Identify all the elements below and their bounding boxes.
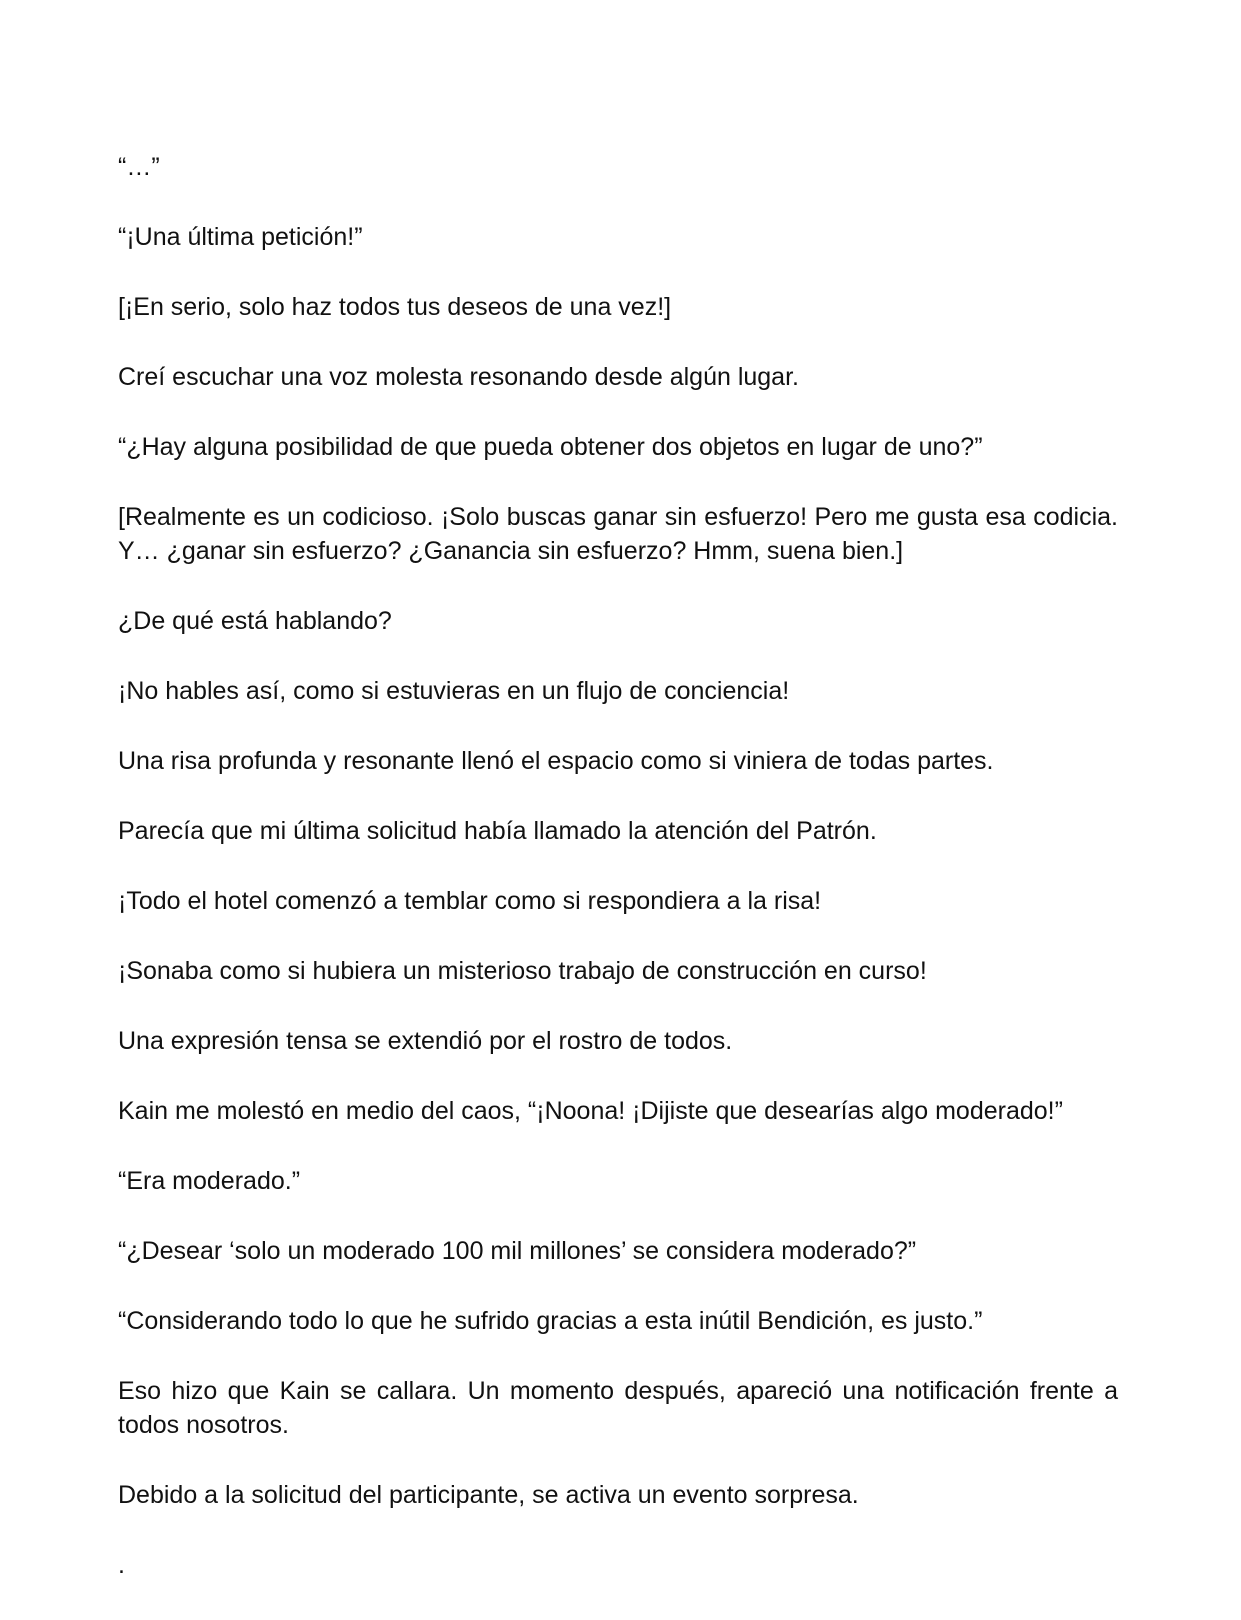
paragraph: “Era moderado.” xyxy=(118,1167,301,1195)
paragraph: “¿Desear ‘solo un moderado 100 mil millones’ se considera moderado?” xyxy=(118,1237,917,1265)
paragraph: “…” xyxy=(118,153,160,181)
paragraph: Eso hizo que Kain se callara. Un momento después, apareció una notificación frente a todos nosotros. xyxy=(118,1377,1118,1439)
paragraph: [¡En serio, solo haz todos tus deseos de una vez!] xyxy=(118,293,672,321)
paragraph: ¿De qué está hablando? xyxy=(118,607,392,635)
paragraph: Creí escuchar una voz molesta resonando desde algún lugar. xyxy=(118,363,799,391)
paragraph: ¡Sonaba como si hubiera un misterioso trabajo de construcción en curso! xyxy=(118,957,927,985)
paragraph: Una risa profunda y resonante llenó el espacio como si viniera de todas partes. xyxy=(118,747,994,775)
paragraph: [Realmente es un codicioso. ¡Solo buscas ganar sin esfuerzo! Pero me gusta esa codicia. Y… ¿ganar sin esfuerzo? ¿Ganancia sin esfuerzo? Hmm, suena bien.] xyxy=(118,503,1118,565)
paragraph: Debido a la solicitud del participante, se activa un evento sorpresa. xyxy=(118,1481,859,1509)
paragraph: ¡Todo el hotel comenzó a temblar como si respondiera a la risa! xyxy=(118,887,822,915)
paragraph: “¿Hay alguna posibilidad de que pueda obtener dos objetos en lugar de uno?” xyxy=(118,433,983,461)
document-page xyxy=(118,150,1118,1582)
paragraph: ¡No hables así, como si estuvieras en un flujo de conciencia! xyxy=(118,677,790,705)
paragraph: Una expresión tensa se extendió por el rostro de todos. xyxy=(118,1027,733,1055)
paragraph: Kain me molestó en medio del caos, “¡Noona! ¡Dijiste que desearías algo moderado!” xyxy=(118,1097,1063,1125)
paragraph: “¡Una última petición!” xyxy=(118,223,363,251)
paragraph: Parecía que mi última solicitud había llamado la atención del Patrón. xyxy=(118,817,877,845)
paragraph: . xyxy=(118,1551,125,1579)
paragraph: “Considerando todo lo que he sufrido gracias a esta inútil Bendición, es justo.” xyxy=(118,1307,983,1335)
